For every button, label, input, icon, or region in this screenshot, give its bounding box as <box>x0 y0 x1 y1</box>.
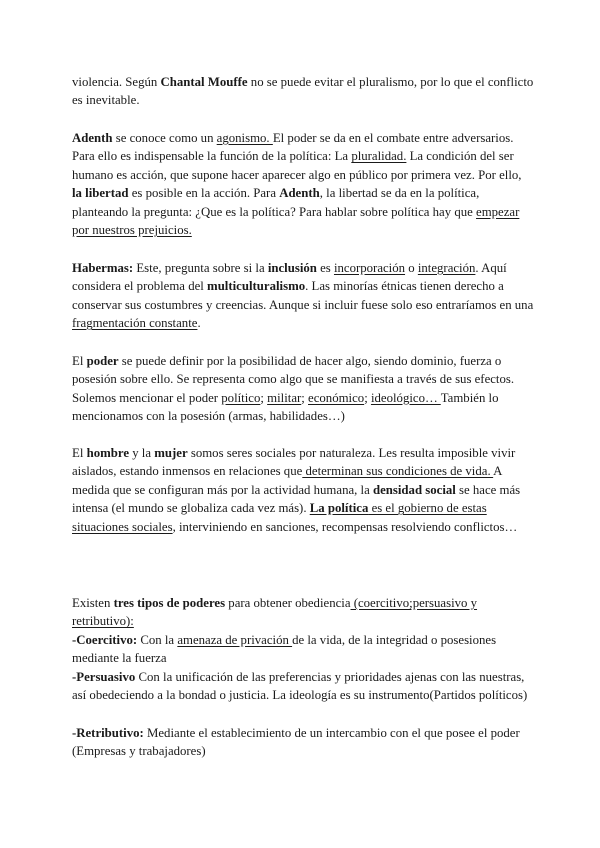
underlined-term: militar <box>267 390 302 405</box>
text: para obtener obediencia <box>225 596 351 610</box>
bold-term: inclusión <box>267 261 317 275</box>
paragraph-habermas <box>72 259 534 333</box>
bold-term: Adenth <box>279 186 320 201</box>
bold-term: multiculturalismo <box>207 279 306 294</box>
text: A medida que se configuran más por la actividad humana, la <box>72 464 502 497</box>
text: . <box>197 316 201 331</box>
text: El <box>72 446 87 460</box>
underlined-term: determinan sus condiciones de vida. <box>302 464 494 479</box>
text: Mediante el establecimiento de un intercambio con el que posee el poder (Empresas y trabajadores) <box>72 726 520 759</box>
bold-term: -Persuasivo <box>72 670 136 684</box>
text: es posible en la acción. Para <box>128 186 280 201</box>
paragraph-poder <box>72 352 534 426</box>
text: . Aquí considera el problema del <box>72 261 507 294</box>
text: , interviniendo en sanciones, recompensas resolviendo conflictos… <box>172 519 518 534</box>
text: ; <box>260 390 268 405</box>
text: Este, pregunta sobre si la <box>133 261 268 275</box>
text: La condición del ser humano es acción, que supone hacer aparecer algo en público por primera vez. Por ello, <box>72 149 522 182</box>
text: violencia. Según <box>72 75 161 89</box>
paragraph-retributivo <box>72 724 534 761</box>
underlined-term: amenaza de privación <box>177 633 293 647</box>
underlined-term: empezar por nuestros prejuicios. <box>72 204 520 238</box>
paragraph-mouffe <box>72 73 534 110</box>
text: Existen <box>72 596 114 610</box>
text: El <box>72 354 87 368</box>
paragraph-tipos-poderes <box>72 594 534 631</box>
underlined-term: pluralidad. <box>351 149 407 164</box>
underlined-term: agonismo. <box>216 131 273 145</box>
bold-term: mujer <box>154 446 188 460</box>
underlined-term: incorporación <box>333 261 406 275</box>
text: se puede definir por la posibilidad de hacer algo, siendo dominio, fuerza o posesión sobre ello. Se representa como algo que se manifiesta a través de sus efectos. Solemos mencionar el poder <box>72 354 515 405</box>
text: no se puede evitar el pluralismo, por lo que el conflicto es inevitable. <box>72 75 534 108</box>
text: También lo mencionamos con la posesión (armas, habilidades…) <box>72 390 499 424</box>
underlined-term: (coercitivo;persuasivo y retributivo): <box>72 596 478 629</box>
text: Con la unificación de las preferencias y prioridades ajenas con las nuestras, así obedeciendo a la bondad o justicia. La ideología es su instrumento(Partidos políticos) <box>72 670 528 703</box>
paragraph-hombre-mujer <box>72 444 534 536</box>
text: es <box>316 261 334 275</box>
bold-term: la libertad <box>72 186 129 201</box>
underlined-term: ideológico… <box>370 390 441 405</box>
text: somos seres sociales por naturaleza. Les resulta imposible vivir aislados, estando inmensos en relaciones que <box>72 446 516 479</box>
text: se conoce como un <box>112 131 217 145</box>
bold-term: -Retributivo: <box>72 726 144 740</box>
underlined-bold-term: La política <box>309 501 369 516</box>
underlined-term: integración <box>417 261 476 275</box>
text: y la <box>129 446 155 460</box>
text: El poder se da en el combate entre adversarios. Para ello es indispensable la función de la política: La <box>72 131 514 164</box>
text: Con la <box>137 633 178 647</box>
underlined-term: fragmentación constante <box>72 316 198 331</box>
bold-term: densidad social <box>372 482 456 497</box>
underlined-term: es el gobierno de estas situaciones sociales <box>72 501 487 534</box>
text: o <box>405 261 418 275</box>
paragraph-persuasivo <box>72 668 534 705</box>
underlined-term: político <box>221 390 261 405</box>
text: . Las minorías étnicas tienen derecho a conservar sus costumbres y creencias. Aunque si incluir fuese solo eso entraríamos en una <box>72 279 534 312</box>
bold-term: Habermas: <box>72 261 134 275</box>
text: , la libertad se da en la política, planteando la pregunta: ¿Que es la política? Para hablar sobre política hay que <box>72 186 480 219</box>
bold-term: hombre <box>86 446 129 460</box>
bold-term: -Coercitivo: <box>72 633 138 647</box>
text: ; <box>364 390 371 405</box>
paragraph-coercitivo <box>72 631 534 668</box>
text: de la vida, de la integridad o posesiones mediante la fuerza <box>72 633 497 666</box>
bold-term: poder <box>86 354 119 368</box>
paragraph-adenth <box>72 129 534 239</box>
bold-term: Adenth <box>72 131 113 145</box>
underlined-term: económico <box>308 390 365 405</box>
text: ; <box>301 390 309 405</box>
text: se hace más intensa (el mundo se globaliza cada vez más). <box>72 482 521 516</box>
bold-term: Chantal Mouffe <box>160 75 248 89</box>
bold-term: tres tipos de poderes <box>113 596 226 610</box>
